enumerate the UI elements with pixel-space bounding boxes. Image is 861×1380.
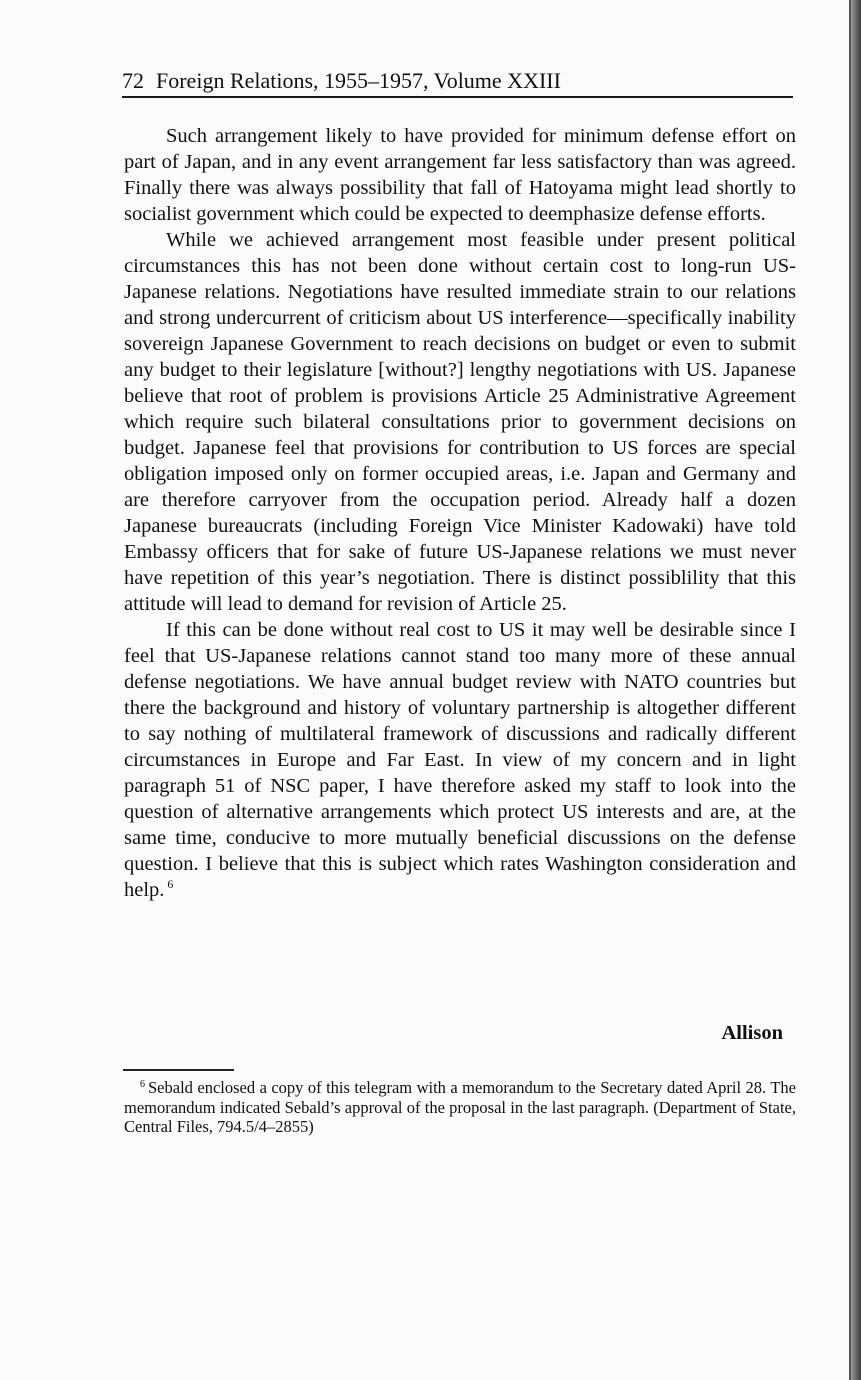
telegram-body bbox=[124, 123, 796, 903]
paragraph-1: Such arrangement likely to have provided for minimum defense effort on part of Japan, and in any event arrangement far less satisfactory than was agreed. Finally there was always possibility that fall of Hatoyama might lead shortly to socialist government which could be expected to deemphasize defense efforts. bbox=[124, 125, 796, 225]
paragraph-2: While we achieved arrangement most feasible under present political circumstances this has not been done without certain cost to long-run US-Japanese relations. Negotiations have resulted immediate strain to our relations and strong undercurrent of criticism about US interference—specifically inability sovereign Japanese Government to reach decisions on budget or even to submit any budget to their legislature [without?] lengthy negotiations with US. Japanese believe that root of problem is provisions Article 25 Administrative Agreement which require such bilateral consultations prior to government decisions on budget. Japanese feel that provisions for contribution to US forces are special obligation imposed only on former occupied areas, i.e. Japan and Germany and are therefore carryover from the occupation period. Already half a dozen Japanese bureaucrats (including Foreign Vice Minister Kadowaki) have told Embassy officers that for sake of future US-Japanese relations we must never have repetition of this year’s negotiation. There is distinct possiblility that this attitude will lead to demand for revision of Article 25. bbox=[124, 229, 796, 615]
volume-title: Foreign Relations, 1955–1957, Volume XXIII bbox=[156, 68, 561, 93]
signature: Allison bbox=[721, 1022, 783, 1044]
page-number: 72 bbox=[122, 68, 144, 93]
paragraph-3 bbox=[124, 617, 796, 903]
footnote bbox=[124, 1078, 796, 1137]
running-header bbox=[122, 66, 793, 98]
footnote-divider bbox=[123, 1069, 234, 1071]
footnote-text: Sebald enclosed a copy of this telegram with a memorandum to the Secretary dated April 28. The memorandum indicated Sebald’s approval of the proposal in the last paragraph. (Department of State, Central Files, 794.5/4–2855) bbox=[124, 1078, 796, 1136]
scan-edge bbox=[851, 0, 861, 1380]
paragraph-3-text: If this can be done without real cost to US it may well be desirable since I feel that US-Japanese relations cannot stand too many more of these annual defense negotiations. We have annual budget review with NATO countries but there the background and history of voluntary partnership is altogether different to say nothing of multilateral framework of discussions and radically different circumstances in Europe and Far East. In view of my concern and in light paragraph 51 of NSC paper, I have therefore asked my staff to look into the question of alternative arrangements which protect US interests and are, at the same time, conducive to more mutually beneficial discussions on the defense question. I believe that this is subject which rates Washington consideration and help. bbox=[124, 619, 796, 901]
footnote-reference: 6 bbox=[167, 877, 174, 892]
footnote-number: 6 bbox=[140, 1078, 145, 1090]
